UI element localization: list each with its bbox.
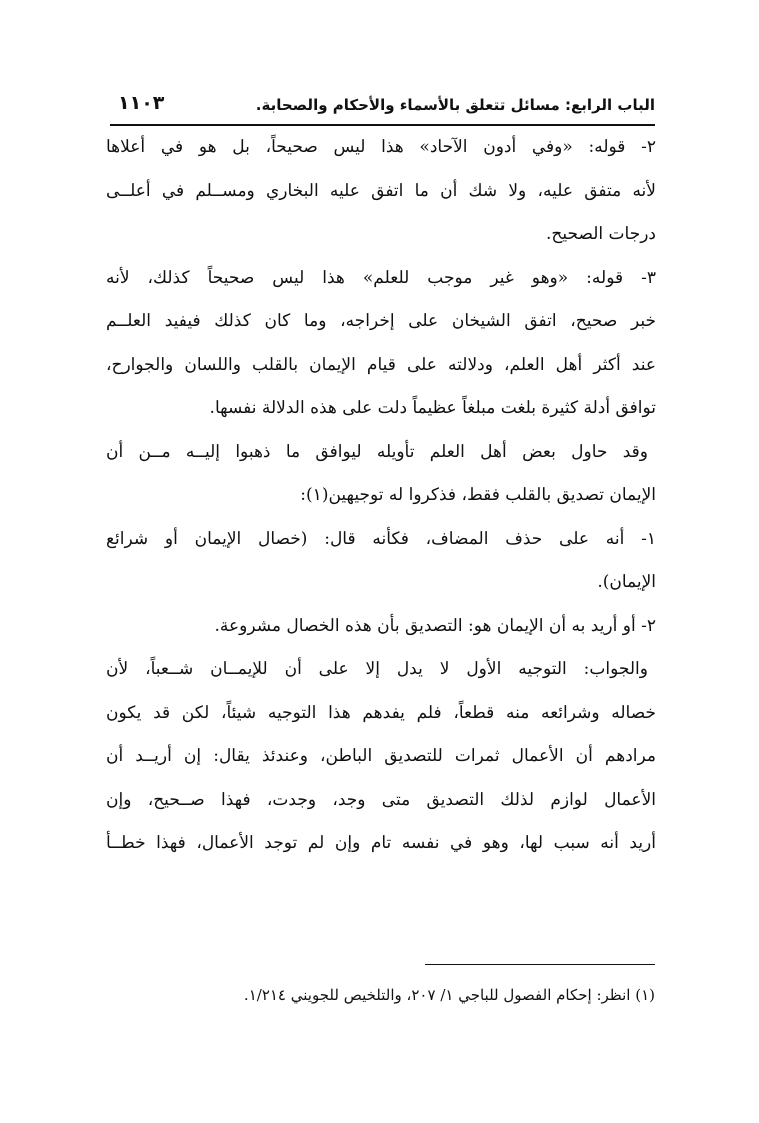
text-line-17: أريد أنه سبب لها، وهو في نفسه تام وإن لم توجد الأعمال، فهذا خطــأ — [106, 833, 656, 853]
main-text — [106, 126, 656, 866]
text-line-3: درجات الصحيح. — [545, 224, 656, 244]
page-number: ١١٠٣ — [118, 92, 165, 114]
text-line-10: ١- أنه على حذف المضاف، فكأنه قال: (خصال الإيمان أو شرائع — [106, 528, 656, 549]
footnote-separator — [425, 964, 655, 965]
text-line-12: ٢- أو أريد به أن الإيمان هو: التصديق بأن هذه الخصال مشروعة. — [214, 615, 656, 636]
text-line-6: عند أكثر أهل العلم، ودلالته على قيام الإيمان بالقلب واللسان والجوارح، — [106, 354, 656, 375]
text-line-16: الأعمال لوازم لذلك التصديق متى وجد، وجدت، فهذا صــحيح، وإن — [106, 789, 656, 810]
text-line-2: لأنه متفق عليه، ولا شك أن ما اتفق عليه البخاري ومســلم في أعلــى — [106, 180, 656, 201]
text-line-5: خبر صحيح، اتفق الشيخان على إخراجه، وما كان كذلك فيفيد العلــم — [106, 311, 656, 331]
footnote: (١) انظر: إحكام الفصول للباجي ١/ ٢٠٧، والتلخيص للجويني ١/٢١٤. — [243, 986, 655, 1004]
text-line-15: مرادهم أن الأعمال ثمرات للتصديق الباطن، وعندئذ يقال: إن أريــد أن — [106, 746, 656, 766]
text-line-1: ٢- قوله: «وفي أدون الآحاد» هذا ليس صحيحاً، بل هو في أعلاها — [106, 137, 656, 157]
text-line-14: خصاله وشرائعه منه قطعاً، فلم يفدهم هذا التوجيه شيئاً، لكن قد يكون — [106, 702, 656, 723]
chapter-title: الباب الرابع: مسائل تتعلق بالأسماء والأحكام والصحابة. — [255, 96, 655, 114]
text-line-11: الإيمان). — [597, 572, 656, 592]
text-line-13: والجواب: التوجيه الأول لا يدل إلا على أن للإيمــان شــعباً، لأن — [106, 659, 648, 679]
text-line-9: الإيمان تصديق بالقلب فقط، فذكروا له توجيهين(١): — [300, 485, 656, 505]
text-line-8: وقد حاول بعض أهل العلم تأويله ليوافق ما ذهبوا إليــه مــن أن — [106, 441, 648, 462]
text-line-4: ٣- قوله: «وهو غير موجب للعلم» هذا ليس صحيحاً كذلك، لأنه — [106, 267, 656, 288]
text-line-7: توافق أدلة كثيرة بلغت مبلغاً عظيماً دلت على هذه الدلالة نفسها. — [209, 398, 656, 418]
running-header — [110, 92, 655, 126]
